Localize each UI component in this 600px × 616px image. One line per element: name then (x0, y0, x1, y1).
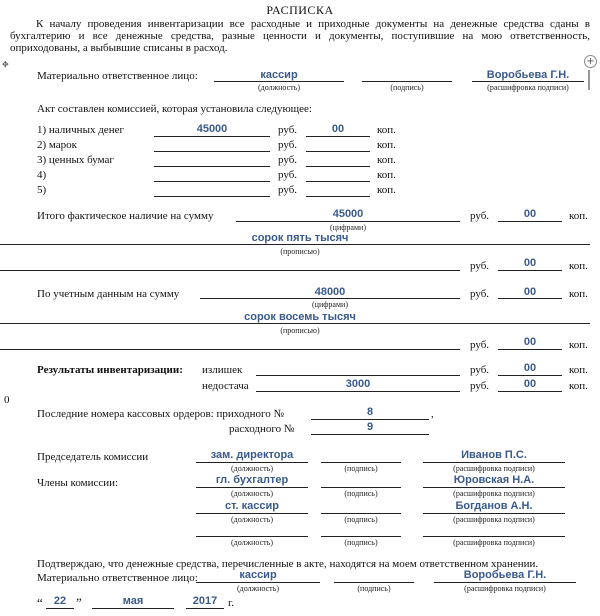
member2-position-value[interactable]: ст. кассир (225, 500, 279, 512)
item-rub-value[interactable]: 45000 (196, 123, 228, 135)
member3-name-line[interactable] (423, 536, 565, 537)
accounting-words-line-1 (0, 323, 590, 324)
kop-label: коп. (377, 139, 396, 151)
date-year-line (186, 608, 224, 609)
caption-decoding: (расшифровка подписи) (453, 464, 535, 473)
member2-name-value[interactable]: Богданов А.Н. (455, 500, 533, 512)
mol2-signature-line[interactable] (334, 582, 414, 583)
accounting-figures-value[interactable]: 48000 (314, 286, 346, 298)
caption-position: (должность) (231, 538, 273, 547)
results-label: Результаты инвентаризации: (37, 364, 183, 376)
orders-in-label: Последние номера кассовых ордеров: приходного № (37, 408, 284, 420)
rub-label: руб. (278, 139, 298, 151)
mol-signature-line[interactable] (362, 81, 452, 82)
kop-label: коп. (377, 154, 396, 166)
mol-name-value[interactable]: Воробьева Г.Н. (486, 69, 570, 81)
orders-out-value[interactable]: 9 (366, 421, 374, 433)
date-year-value[interactable]: 2017 (192, 595, 218, 607)
item-kop-line[interactable] (306, 166, 370, 167)
item-rub-line[interactable] (154, 181, 270, 182)
rub-label: руб. (278, 169, 298, 181)
rub-label: руб. (470, 210, 490, 222)
total-figures-line (236, 221, 460, 222)
accounting-kop-line (498, 298, 562, 299)
caption-words: (прописью) (280, 326, 320, 335)
chairman-label: Председатель комиссии (37, 451, 149, 463)
rub-label: руб. (470, 339, 490, 351)
member1-position-value[interactable]: гл. бухгалтер (215, 474, 289, 486)
resize-handle-icon[interactable]: ✥ (2, 60, 9, 69)
shortage-kop-value[interactable]: 00 (523, 378, 537, 390)
member1-name-value[interactable]: Юровская Н.А. (453, 474, 535, 486)
orders-out-line (311, 434, 429, 435)
item-kop-value[interactable]: 00 (331, 123, 345, 135)
rub-label: руб. (278, 154, 298, 166)
member2-signature-line[interactable] (321, 513, 401, 514)
kop-label: коп. (569, 339, 588, 351)
caption-position: (должность) (258, 83, 300, 92)
orders-out-label: расходного № (229, 423, 295, 435)
total-kop-value[interactable]: 00 (523, 208, 537, 220)
surplus-line[interactable] (256, 375, 460, 376)
mol-name-line (472, 81, 584, 82)
caption-signature: (подпись) (390, 83, 424, 92)
chairman-position-value[interactable]: зам. директора (210, 449, 294, 461)
caption-signature: (подпись) (344, 464, 378, 473)
kop-label: коп. (377, 169, 396, 181)
item-kop-line (306, 136, 370, 137)
mol-position-value[interactable]: кассир (260, 69, 298, 81)
caption-decoding: (расшифровка подписи) (453, 515, 535, 524)
caption-decoding: (расшифровка подписи) (464, 584, 546, 593)
confirm-text: Подтверждаю, что денежные средства, перечисленные в акте, находятся на моем ответственном хранении. (37, 558, 539, 570)
date-year-suffix: г. (228, 597, 235, 609)
item-kop-line[interactable] (306, 151, 370, 152)
members-label: Члены комиссии: (37, 477, 119, 489)
caption-position: (должность) (231, 464, 273, 473)
accounting-words-value[interactable]: сорок восемь тысяч (244, 311, 356, 323)
date-day-line (46, 608, 74, 609)
date-quote-close: ” (76, 595, 82, 610)
kop-label: коп. (569, 380, 588, 392)
surplus-kop-line (498, 375, 562, 376)
add-icon[interactable]: + (584, 55, 597, 68)
date-quote-open: “ (37, 595, 43, 610)
caption-decoding: (расшифровка подписи) (453, 538, 535, 547)
item-kop-line[interactable] (306, 181, 370, 182)
total-words-line-2[interactable] (0, 270, 460, 271)
document-title: РАСПИСКА (266, 3, 334, 17)
scrollbar[interactable] (588, 70, 590, 90)
shortage-label: недостача (202, 380, 249, 392)
act-label: Акт составлен комиссией, которая установила следующее: (37, 103, 312, 115)
item-label: 1) наличных денег (37, 124, 124, 136)
shortage-kop-line (498, 391, 562, 392)
chairman-position-line (196, 462, 308, 463)
caption-words: (прописью) (280, 247, 320, 256)
date-month-value[interactable]: мая (122, 595, 144, 607)
surplus-label: излишек (202, 364, 243, 376)
item-rub-line[interactable] (154, 166, 270, 167)
mol2-name-value[interactable]: Воробьева Г.Н. (463, 569, 547, 581)
total-kop-line (498, 221, 562, 222)
total-words-kop-value[interactable]: 00 (523, 257, 537, 269)
rub-label: руб. (470, 364, 490, 376)
item-kop-line[interactable] (306, 196, 370, 197)
member2-name-line (423, 513, 565, 514)
caption-position: (должность) (231, 489, 273, 498)
comma: , (431, 408, 434, 420)
item-label: 4) (37, 169, 47, 181)
kop-label: коп. (569, 364, 588, 376)
caption-figures: (цифрами) (330, 223, 366, 232)
orders-in-value[interactable]: 8 (366, 406, 374, 418)
date-month-line (92, 608, 174, 609)
rub-label: руб. (278, 184, 298, 196)
accounting-label: По учетным данным на сумму (37, 288, 180, 300)
kop-label: коп. (569, 260, 588, 272)
accounting-kop-value[interactable]: 00 (523, 286, 537, 298)
kop-label: коп. (569, 288, 588, 300)
total-words-line-1 (0, 244, 590, 245)
caption-signature: (подпись) (344, 515, 378, 524)
chairman-name-line (423, 462, 565, 463)
accounting-words-kop-value[interactable]: 00 (523, 336, 537, 348)
member3-signature-line[interactable] (321, 536, 401, 537)
surplus-kop-value[interactable]: 00 (523, 362, 537, 374)
caption-figures: (цифрами) (312, 300, 348, 309)
member2-position-line (196, 513, 308, 514)
caption-signature: (подпись) (344, 538, 378, 547)
item-label: 5) (37, 184, 47, 196)
shortage-value[interactable]: 3000 (345, 378, 371, 390)
mol2-name-line (434, 582, 576, 583)
accounting-words-line-2[interactable] (0, 349, 460, 350)
chairman-signature-line[interactable] (321, 462, 401, 463)
accounting-words-kop-line (498, 349, 562, 350)
item-rub-line[interactable] (154, 151, 270, 152)
chairman-name-value[interactable]: Иванов П.С. (461, 449, 527, 461)
member3-position-line[interactable] (196, 536, 308, 537)
item-rub-line (154, 136, 270, 137)
mol2-position-line (196, 582, 320, 583)
caption-position: (должность) (237, 584, 279, 593)
caption-decoding: (расшифровка подписи) (453, 489, 535, 498)
kop-label: коп. (569, 210, 588, 222)
mol-label-2: Материально ответственное лицо: (37, 572, 198, 584)
mol-position-line (214, 81, 344, 82)
total-label: Итого фактическое наличие на сумму (37, 210, 214, 222)
mol-label: Материально ответственное лицо: (37, 70, 198, 82)
caption-signature: (подпись) (344, 489, 378, 498)
item-rub-line[interactable] (154, 196, 270, 197)
caption-decoding: (расшифровка подписи) (487, 83, 569, 92)
rub-label: руб. (470, 288, 490, 300)
date-day-value[interactable]: 22 (53, 595, 67, 607)
total-words-value[interactable]: сорок пять тысяч (251, 232, 349, 244)
caption-position: (должность) (231, 515, 273, 524)
orders-in-line (311, 419, 429, 420)
member1-signature-line[interactable] (321, 487, 401, 488)
stray-zero: 0 (4, 394, 10, 406)
item-label: 3) ценных бумаг (37, 154, 114, 166)
total-words-kop-line (498, 270, 562, 271)
total-figures-value[interactable]: 45000 (332, 208, 364, 220)
shortage-line (256, 391, 460, 392)
item-label: 2) марок (37, 139, 78, 151)
member1-name-line (423, 487, 565, 488)
rub-label: руб. (470, 380, 490, 392)
member1-position-line (196, 487, 308, 488)
kop-label: коп. (377, 124, 396, 136)
kop-label: коп. (377, 184, 396, 196)
rub-label: руб. (278, 124, 298, 136)
mol2-position-value[interactable]: кассир (239, 569, 277, 581)
intro-paragraph: К началу проведения инвентаризации все расходные и приходные документы на денежные средства сданы в бухгалтерию и все денежные средства, разные ценности и документы, поступившие на мою ответственность, оприходованы, а выбывшие списаны в расход. (10, 18, 590, 54)
caption-signature: (подпись) (357, 584, 391, 593)
rub-label: руб. (470, 260, 490, 272)
accounting-figures-line (200, 298, 460, 299)
